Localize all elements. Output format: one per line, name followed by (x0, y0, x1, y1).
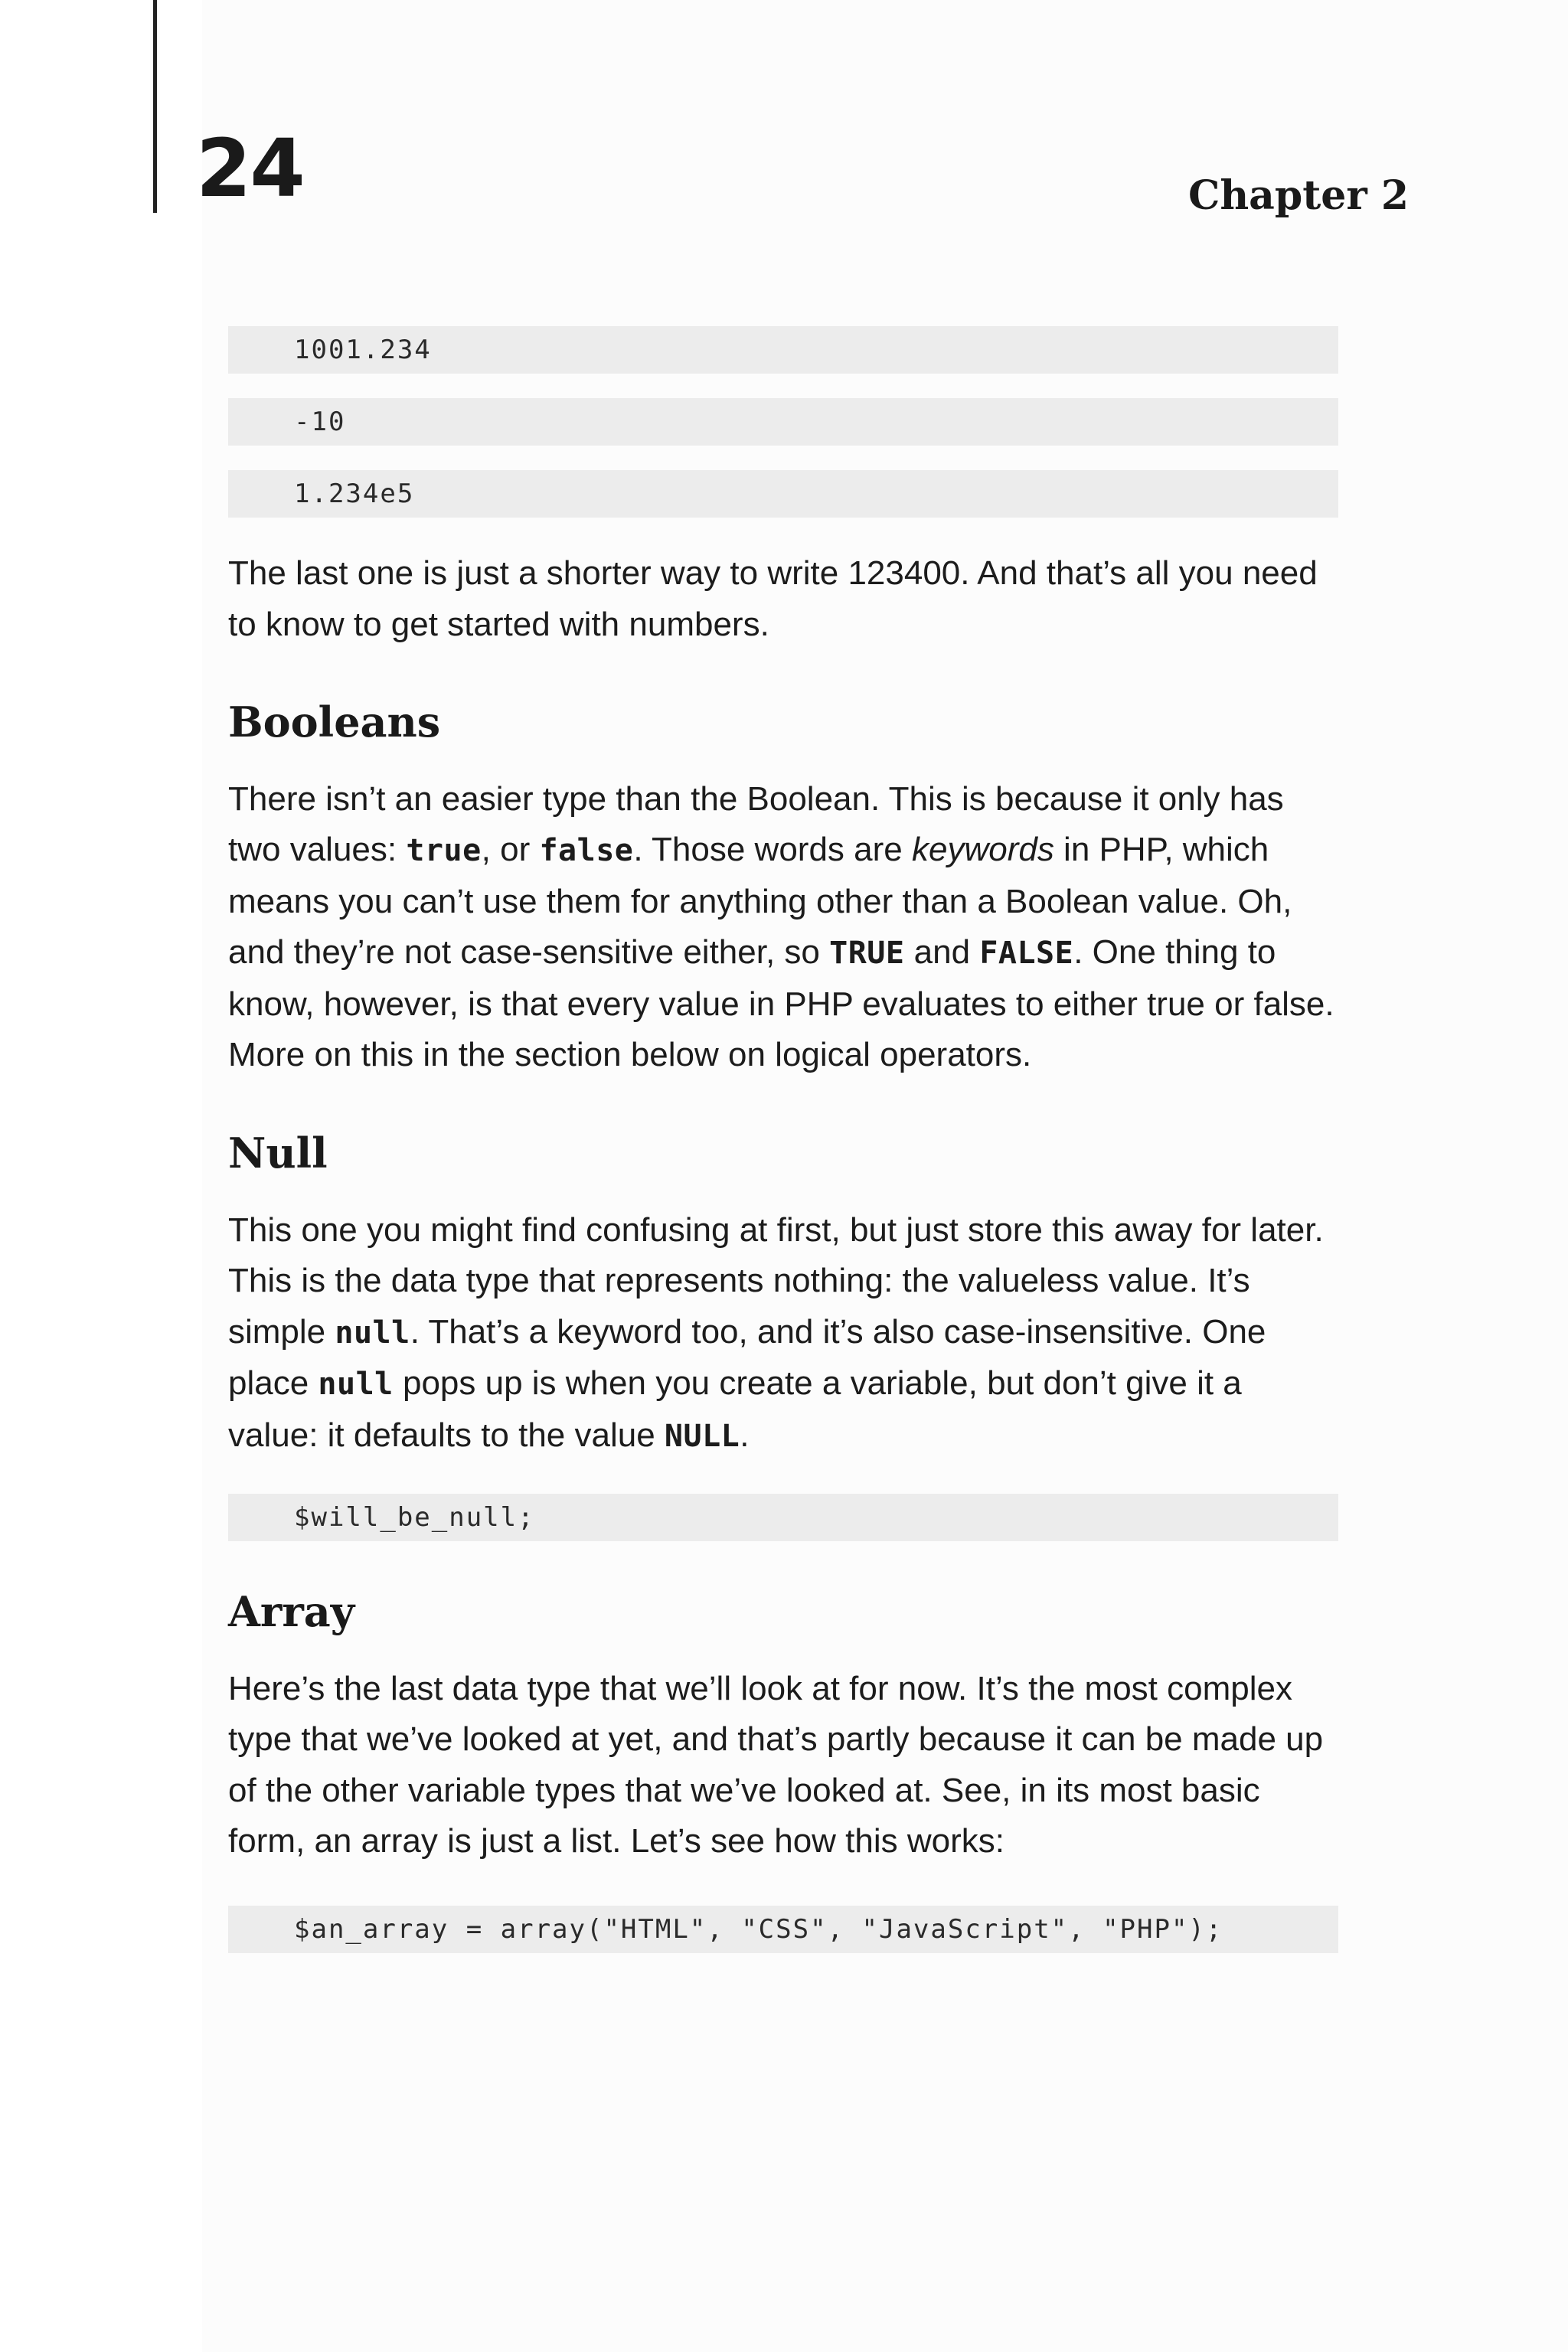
heading-array: Array (228, 1587, 355, 1637)
emphasis-keywords: keywords (911, 831, 1054, 869)
code-block-number-1: 1001.234 (228, 326, 1338, 374)
keyword-null-upper: NULL (664, 1418, 740, 1454)
code-block-number-2: -10 (228, 398, 1338, 446)
keyword-null-2: null (318, 1367, 394, 1403)
page-content (228, 326, 1338, 1953)
array-paragraph: Here’s the last data type that we’ll look at for now. It’s the most complex type that we’ve looked at yet, and that’s partly because it can be made up of the other variable types that we’ve looked at. See, in its most basic form, an array is just a list. Let’s see how this works: (228, 1669, 1324, 1860)
page-number: 24 (196, 122, 304, 215)
margin-rule (153, 0, 157, 213)
chapter-title: Chapter 2 (1187, 172, 1409, 219)
heading-null: Null (228, 1128, 328, 1178)
keyword-true: true (406, 833, 482, 869)
keyword-false-upper: FALSE (979, 936, 1074, 972)
keyword-null: null (335, 1315, 410, 1351)
heading-booleans: Booleans (228, 697, 441, 746)
keyword-false: false (539, 833, 634, 869)
numbers-paragraph: The last one is just a shorter way to write 123400. And that’s all you need to know to get started with numbers. (228, 554, 1318, 643)
code-block-number-3: 1.234e5 (228, 470, 1338, 518)
code-block-array: $an_array = array("HTML", "CSS", "JavaScript", "PHP"); (228, 1906, 1338, 1953)
booleans-paragraph: There isn’t an easier type than the Boolean. This is because it only has two values: true, or false. Those words are keywords in PHP, which means you can’t use them for anything other than a Boolean value. Oh, and they’re not case-sensitive either, so TRUE and FALSE. One thing to know, however, is that every value in PHP evaluates to either true or false. More on this in the section below on logical operators. (228, 779, 1334, 1074)
null-paragraph: This one you might find confusing at first, but just store this away for later. This is the data type that represents nothing: the valueless value. It’s simple null. That’s a keyword too, and it’s also case-insensitive. One place null pops up is when you create a variable, but don’t give it a value: it defaults to the value NULL. (228, 1210, 1324, 1454)
code-block-null: $will_be_null; (228, 1494, 1338, 1541)
keyword-true-upper: TRUE (829, 936, 905, 972)
